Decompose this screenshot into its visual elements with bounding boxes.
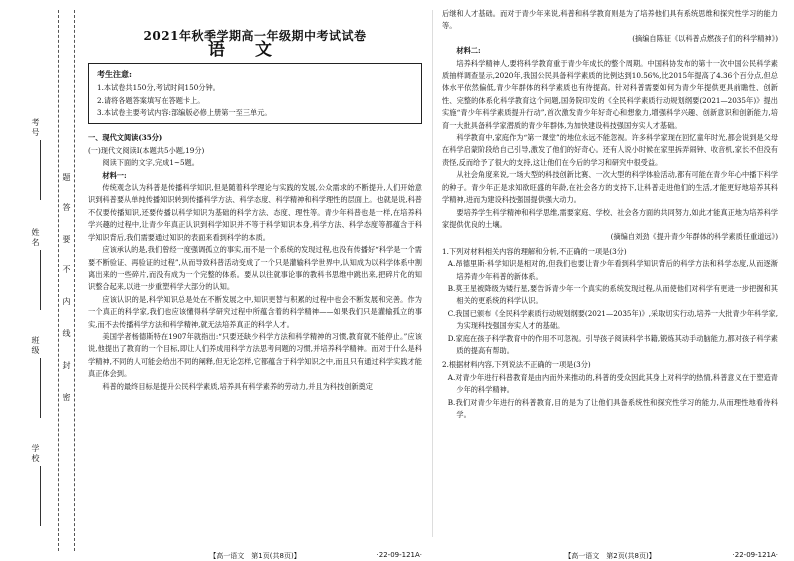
material-two-source: (摘编自刘劲《提升青少年群体的科学素质任重道远》) — [610, 232, 778, 242]
continued-paragraph: 后继和人才基础。而对于青少年来说,科普和科学教育则是为了培养他们具有系统思维和探究性学习的能力等。 — [442, 9, 778, 31]
seal-char: 题 — [61, 170, 72, 184]
exam-number-label: 考号 — [31, 118, 40, 138]
material-paragraph: 科学教育中,家庭作为“第一课堂”的地位永远不能忽视。许多科学家现在回忆童年时光,都会说到是父母在科学启蒙阶段给自己引导,激发了他们的好奇心。还有人说小时候在家里拆弄闹钟、收音机,家长不但没有责怪,反而给予了很大的支持,这让他们在今后的学习和研究中很受益。 — [442, 133, 778, 167]
seal-char: 内 — [61, 294, 72, 308]
reading-instruction: 阅读下面的文字,完成1~5题。 — [102, 158, 199, 168]
seal-char: 密 — [61, 390, 72, 404]
class-label: 班级 — [31, 336, 40, 356]
material-paragraph: 应该承认的是,我们曾经一度强调孤立的事实,而不是一个系统的发现过程,也没有传播好“科学是一个需要不断验证、再验证的过程”,从而导致科普活动变成了一个只是灌输科学世界中,认知成为以科学体系中割离出来的一些碎片,而没有成为一个完整的体系。要从以往就事论事的教科书思维中跳出来,把碎片化的知识整合起来,以进一步重塑科学大部分的认知。 — [88, 245, 422, 292]
material-paragraph: 应该认识的是,科学知识总是处在不断发展之中,知识更替与积累的过程中也会不断发展和完善。作为一个真正的科学家,我们也应该懂得科学研究过程中所蕴含着的科学精神——如果我们只是灌输孤立的事实,而不去传播科学方法和科学精神,就无法培养真正的科学人才。 — [88, 294, 422, 329]
question-option: B.莫王星被降级为矮行星,要告诉青少年一个真实的系统发现过程,从而使他们对科学有更进一步把握和其相关的更系统的科学认识。 — [447, 283, 778, 306]
page-one-column — [88, 8, 422, 393]
exam-title: 2021年秋季学期高一年级期中考试试卷 — [143, 29, 367, 43]
material-paragraph: 要培养学生科学精神和科学思维,需要家庭、学校、社会各方面的共同努力,如此才能真正地为培养科学家提供优良的土壤。 — [442, 207, 778, 229]
school-blank[interactable] — [40, 466, 41, 526]
exam-number-blank[interactable] — [40, 140, 41, 200]
page-two-code: ·22-09-121A· — [732, 551, 778, 559]
name-blank[interactable] — [40, 250, 41, 310]
material-paragraph: 传统观念认为科普是传播科学知识,但是随着科学理论与实践的发展,公众需求的不断提升,人们开始意识到科普要从单纯传播知识转到传播科学方法、科学态度、科学精神和科学理性的层面上。也就是说,科普不仅要传播知识,还要传播以科学知识为基础的科学方法、态度、理性等。青少年科普也是一样,在培养科学兴趣的过程中,让青少年真正认识到科学知识并不等于科学知识本身,科学方法、科学态度等都蕴含于科学知识背后,我们需要通过知识的表面来看到科学的本质。 — [88, 183, 422, 242]
question-stem: 2.根据材料内容,下列说法不正确的一项是(3分) — [442, 360, 591, 370]
material-paragraph: 科普的最终目标是提升公民科学素质,培养具有科学素养的劳动力,并且为科技创新奠定 — [102, 381, 373, 391]
subsection-heading: (一)现代文阅读Ⅰ(本题共5小题,19分) — [88, 145, 205, 155]
notice-item: 1.本试卷共150分,考试时间150分钟。 — [97, 83, 220, 93]
question-option: A.昂德里斯·科学知识是相对的,但我们也要让青少年看到科学知识背后的科学方法和科学态度,从而逐渐培养青少年科普的新体系。 — [447, 259, 778, 281]
question-option: A.对青少年进行科普教育是由内而外来推动的,科普的受众因此其身上对科学的热情,科普意义在于塑造青少年的科学精神。 — [447, 372, 778, 395]
seal-line-outer — [58, 10, 59, 551]
material-paragraph: 从社会角度来说,一场大型的科技创新比赛、一次大型的科学体验活动,都有可能在青少年心中播下科学的种子。青少年正是求知欲旺盛的年龄,在社会各方的支持下,让科普走进他们的生活,才能更好地培养其科学精神,进而为建设科技强国提供强大动力。 — [442, 170, 778, 205]
page-one-code: ·22-09-121A· — [376, 551, 422, 559]
binding-margin — [0, 0, 82, 561]
question-option: D.家庭在孩子科学教育中的作用不可忽视。引导孩子阅读科学书籍,锻炼其动手动脑能力,都对孩子科学素质的提高有帮助。 — [447, 333, 778, 355]
page-two-number: 【高一语文 第2页(共8页)】 — [564, 552, 656, 560]
column-divider — [432, 10, 433, 537]
question-option: C.我国已颁布《全民科学素质行动规划纲要(2021—2035年)》,采取切实行动,培养一大批青少年科学家,为实现科技强国夯实人才的基础。 — [447, 308, 778, 331]
seal-char: 线 — [61, 326, 72, 340]
seal-char: 封 — [61, 358, 72, 372]
school-label: 学校 — [31, 444, 40, 464]
seal-char: 答 — [61, 200, 72, 214]
question-option: B.我们对青少年进行的科普教育,目的是为了让他们具备系统性和探究性学习的能力,从而理性地看待科学。 — [447, 397, 778, 419]
section-heading: 一、现代文阅读(35分) — [88, 133, 163, 143]
question-stem: 1.下列对材料相关内容的理解和分析,不正确的一项是(3分) — [442, 246, 627, 256]
notice-title: 考生注意: — [97, 68, 132, 79]
subject-title: 语文 — [208, 40, 302, 61]
seal-line-inner — [74, 10, 75, 551]
page-one-number: 【高一语文 第1页(共8页)】 — [209, 552, 301, 560]
material-paragraph: 美国学者杨德斯特在1907年就指出:“只要还缺少科学方法和科学精神的习惯,教育就不能停止。”应该说,他提出了教育的一个目标,即让人们养成用科学方法思考问题的习惯,并培养科学精神。而对于什么是科学精神,不同的人可能会给出不同的阐释,但无论怎样,它都蕴含于科学知识之中,而且只有通过科学实践才能真正体会到。 — [88, 331, 422, 379]
page-two-column — [442, 8, 778, 421]
class-blank[interactable] — [40, 358, 41, 418]
material-two-title: 材料二: — [456, 46, 481, 56]
seal-char: 不 — [61, 262, 72, 276]
name-label: 姓名 — [31, 228, 40, 248]
material-one-source: (摘编自陈征《以科普点燃孩子们的科学精神》) — [632, 33, 778, 43]
exam-notice-box — [88, 63, 422, 125]
notice-item: 2.请将各题答案填写在答题卡上。 — [97, 95, 205, 105]
material-paragraph: 培养科学精神人,要将科学教育重于青少年成长的整个周期。中国科协发布的第十一次中国公民科学素质抽样调查显示,2020年,我国公民具备科学素质的比例达到10.56%,比2015年提高了4.36个百分点,但总体水平依然偏低,青少年群体的科学素质也有待提高。针对科普需要如何为青少年提供更具前瞻性、创新性、完整的体系化科学教育这个问题,国务院印发的《全民科学素质行动规划纲要(2021—2035年)》提出实施“青少年科学素质提升行动”,首次激发青少年好奇心和想象力,增强科学兴趣、创新意识和创新能力,培育一大批具备科学家潜质的青少年群体,为加快建设科技强国夯实人才基础。 — [442, 58, 778, 130]
seal-char: 要 — [61, 232, 72, 246]
notice-item: 3.本试卷主要考试内容:部编版必修上册第一至三单元。 — [97, 108, 272, 118]
material-one-title: 材料一: — [102, 170, 127, 180]
